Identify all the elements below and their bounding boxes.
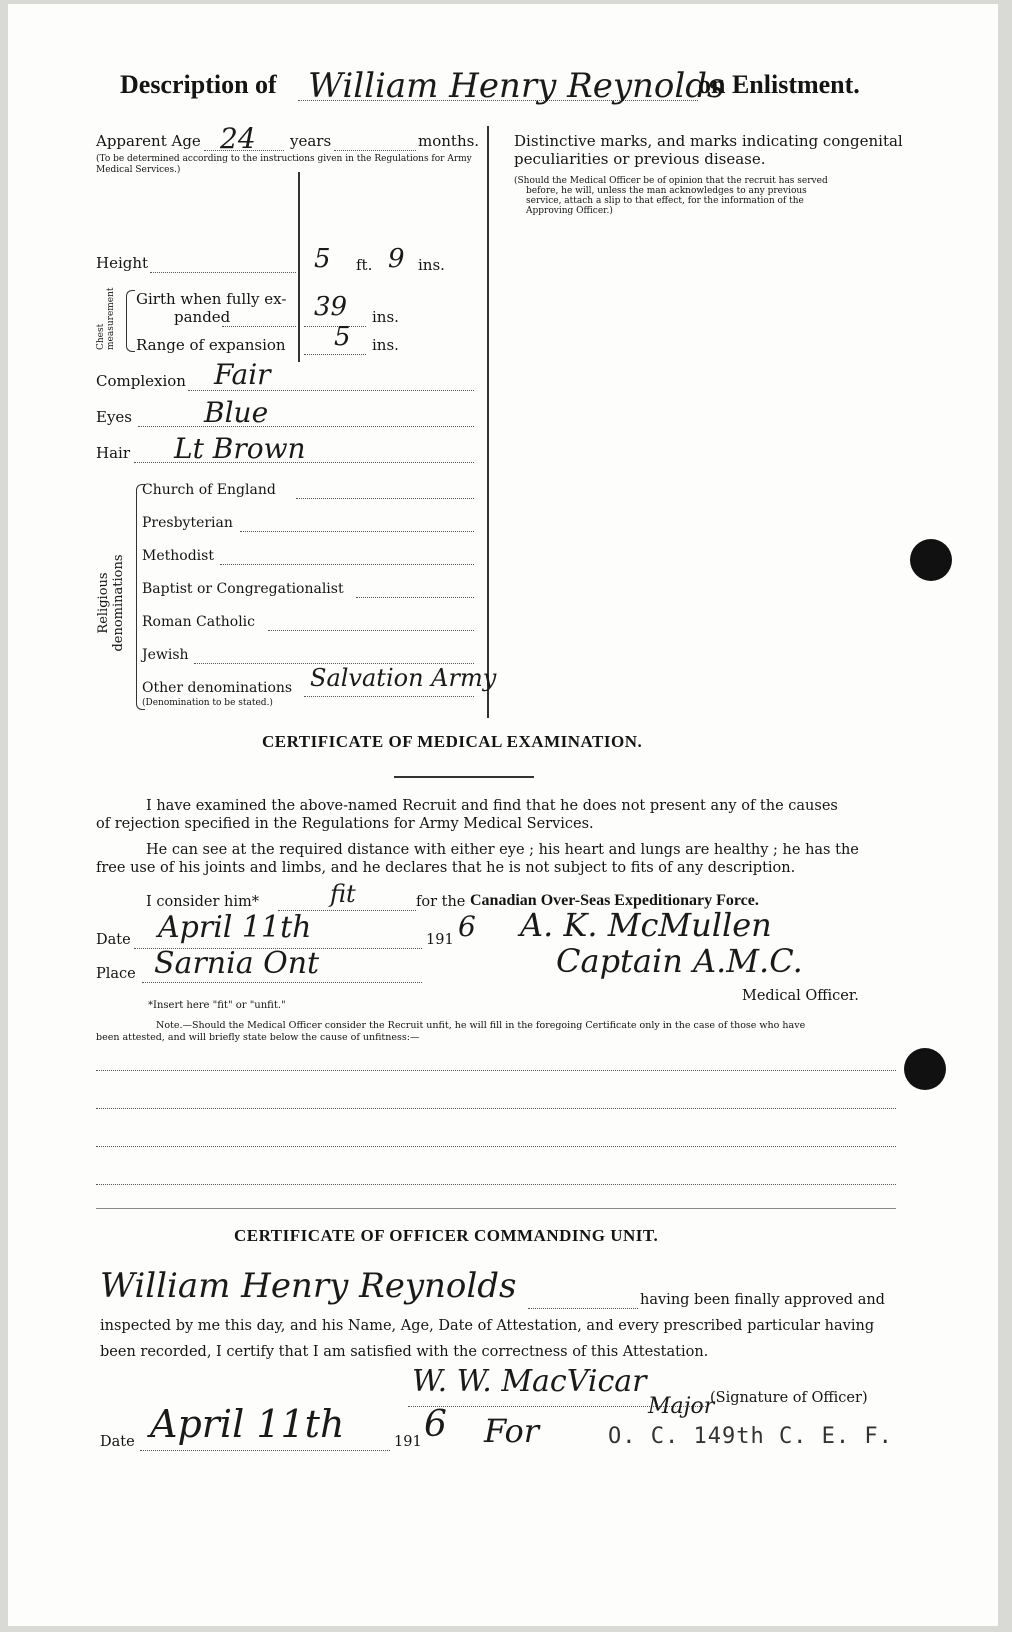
attestation-page <box>8 4 998 1626</box>
medical-date-value: April 11th <box>158 910 312 945</box>
religion-2-dots <box>220 564 474 565</box>
consider-label: I consider him* <box>146 894 259 910</box>
height-dots <box>150 272 296 273</box>
medical-year-digit: 6 <box>458 910 476 943</box>
religion-1: Presbyterian <box>142 515 233 531</box>
unfit-line-2 <box>96 1108 896 1109</box>
header-label-left: Description of <box>120 70 277 99</box>
religion-4-dots <box>268 630 474 631</box>
commanding-signature: W. W. MacVicar <box>412 1364 647 1399</box>
medical-year-prefix: 191 <box>426 932 454 948</box>
religion-4: Roman Catholic <box>142 614 255 630</box>
insert-note: *Insert here "fit" or "unfit." <box>148 1000 286 1011</box>
header-recruit-name: William Henry Reynolds <box>308 66 725 106</box>
marks-note-4: Approving Officer.) <box>526 206 613 216</box>
hair-value: Lt Brown <box>174 432 306 465</box>
commanding-name-dots <box>528 1308 638 1309</box>
age-label: Apparent Age <box>96 132 201 150</box>
chest-measurement-label: Chest measurement <box>96 287 116 350</box>
other-denominations-label: Other denominations <box>142 680 293 696</box>
religion-5: Jewish <box>142 647 189 663</box>
punch-hole-bottom <box>904 1048 946 1090</box>
religion-0: Church of England <box>142 482 276 498</box>
medical-officer-label: Medical Officer. <box>742 988 859 1004</box>
medical-title-rule <box>394 776 534 778</box>
range-label: Range of expansion <box>136 336 286 354</box>
unfit-note-2: been attested, and will briefly state below the cause of unfitness:— <box>96 1032 420 1043</box>
medical-date-label: Date <box>96 932 131 948</box>
column-divider <box>487 126 489 718</box>
marks-title-1: Distinctive marks, and marks indicating congenital <box>514 132 903 150</box>
place-value: Sarnia Ont <box>154 946 320 981</box>
chest-bracket <box>126 290 135 352</box>
force-label: Canadian Over-Seas Expeditionary Force. <box>470 892 759 909</box>
commanding-recruit-name: William Henry Reynolds <box>100 1266 517 1306</box>
commanding-date-value: April 11th <box>150 1402 345 1446</box>
unit-stamp: O. C. 149th C. E. F. <box>608 1424 893 1449</box>
ft-label: ft. <box>356 256 373 274</box>
range-value: 5 <box>334 322 351 352</box>
complexion-value: Fair <box>214 358 271 391</box>
unfit-line-1 <box>96 1070 896 1071</box>
religion-label: Religious denominations <box>96 554 126 652</box>
commanding-for-label: For <box>484 1412 540 1450</box>
eyes-value: Blue <box>204 396 269 429</box>
other-denominations-dots <box>304 696 474 697</box>
religion-1-dots <box>240 531 474 532</box>
for-the-label: for the <box>416 894 466 910</box>
marks-title-2: peculiarities or previous disease. <box>514 150 766 168</box>
ins-label: ins. <box>418 256 445 274</box>
religion-0-dots <box>296 498 474 499</box>
age-value: 24 <box>220 122 256 155</box>
signature-of-officer-label: (Signature of Officer) <box>710 1390 868 1406</box>
age-note: (To be determined according to the instructions given in the Regulations for Army Medical Services.) <box>96 154 472 175</box>
commanding-text-2: inspected by me this day, and his Name, Age, Date of Attestation, and every prescribed particular having <box>100 1318 875 1334</box>
religion-3: Baptist or Congregationalist <box>142 581 344 597</box>
commanding-text-1: having been finally approved and <box>640 1292 885 1308</box>
consider-value: fit <box>330 880 356 908</box>
place-label: Place <box>96 966 136 982</box>
height-ft-value: 5 <box>314 244 331 274</box>
range-value-dots <box>304 354 366 355</box>
medical-para1-2: of rejection specified in the Regulations for Army Medical Services. <box>96 816 594 832</box>
religion-2: Methodist <box>142 548 214 564</box>
other-denominations-value: Salvation Army <box>310 664 497 692</box>
unfit-line-4 <box>96 1184 896 1185</box>
marks-note-3: service, attach a slip to that effect, for the information of the <box>526 196 804 206</box>
girth-label-2: panded <box>174 308 231 326</box>
girth-ins-label: ins. <box>372 308 399 326</box>
commanding-text-3: been recorded, I certify that I am satisfied with the correctness of this Attestation. <box>100 1344 709 1360</box>
commanding-year-digit: 6 <box>424 1404 447 1445</box>
eyes-label: Eyes <box>96 408 132 426</box>
medical-para2-2: free use of his joints and limbs, and he declares that he is not subject to fits of any description. <box>96 860 796 876</box>
other-denominations-note: (Denomination to be stated.) <box>142 698 273 708</box>
range-ins-label: ins. <box>372 336 399 354</box>
years-label: years <box>290 132 332 150</box>
girth-dots <box>222 326 296 327</box>
place-dots <box>142 982 422 983</box>
measure-divider <box>298 172 300 362</box>
girth-label-1: Girth when fully ex- <box>136 290 287 308</box>
medical-officer-signature: A. K. McMullen <box>520 906 772 944</box>
commanding-date-dots <box>140 1450 390 1451</box>
commanding-title: CERTIFICATE OF OFFICER COMMANDING UNIT. <box>234 1226 659 1245</box>
height-in-value: 9 <box>388 244 405 274</box>
religion-3-dots <box>356 597 474 598</box>
medical-officer-rank: Captain A.M.C. <box>556 942 803 980</box>
header-label-right: on Enlistment. <box>698 70 860 99</box>
marks-note-1: (Should the Medical Officer be of opinion that the recruit has served <box>514 176 828 186</box>
medical-para1-1: I have examined the above-named Recruit and find that he does not present any of the causes <box>146 798 838 814</box>
eyes-dots <box>138 426 474 427</box>
medical-title: CERTIFICATE OF MEDICAL EXAMINATION. <box>262 732 643 751</box>
medical-para2-1: He can see at the required distance with either eye ; his heart and lungs are healthy ; he has the <box>146 842 859 858</box>
marks-note-2: before, he will, unless the man acknowledges to any previous <box>526 186 807 196</box>
hair-label: Hair <box>96 444 130 462</box>
commanding-year-prefix: 191 <box>394 1434 422 1450</box>
commanding-date-label: Date <box>100 1434 135 1450</box>
months-dots <box>334 150 416 151</box>
unfit-line-3 <box>96 1146 896 1147</box>
commanding-rank: Major <box>648 1394 715 1419</box>
section-rule <box>96 1208 896 1209</box>
height-label: Height <box>96 254 149 272</box>
girth-value: 39 <box>314 292 348 322</box>
complexion-label: Complexion <box>96 372 186 390</box>
unfit-note-1: Note.—Should the Medical Officer consider the Recruit unfit, he will fill in the foregoing Certificate only in the case of those who have <box>156 1020 806 1031</box>
punch-hole-top <box>910 539 952 581</box>
months-label: months. <box>418 132 480 150</box>
